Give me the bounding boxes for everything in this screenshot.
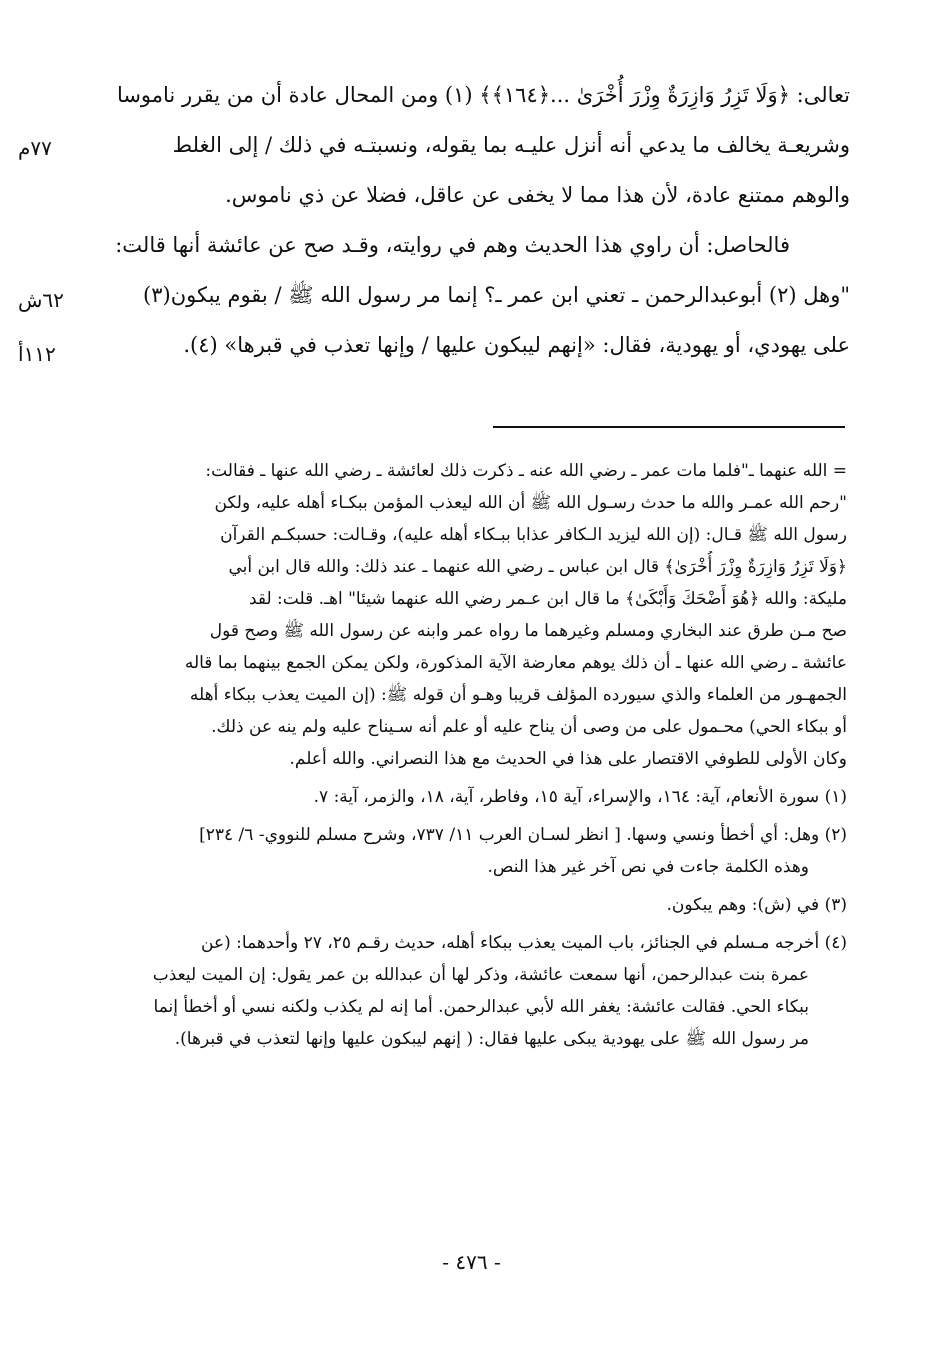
footnote-line: عائشة ـ رضي الله عنها ـ أن ذلك يوهم معارضة الآية المذكورة، ولكن يمكن الجمع بينهما بما قاله (184, 653, 847, 673)
footnote-line: وكان الأولى للطوفي الاقتصار على هذا في الحديث مع هذا النصراني. والله أعلم. (289, 749, 847, 769)
main-text-line: تعالى: ﴿وَلَا تَزِرُ وَازِرَةٌ وِزْرَ أُخْرَىٰ ...﴿١٦٤﴾﴾ (١) ومن المحال عادة أن من يقرر ناموسا (116, 83, 850, 107)
main-text-line: فالحاصل: أن راوي هذا الحديث وهم في روايته، وقـد صح عن عائشة أنها قالت: (115, 233, 790, 257)
footnote-line: (١) سورة الأنعام، آية: ١٦٤، والإسراء، آية ١٥، وفاطر، آية، ١٨، والزمر، آية: ٧. (313, 787, 847, 807)
main-text-line: وشريعـة يخالف ما يدعي أنه أنزل عليـه بما يقوله، ونسبتـه في ذلك / إلى الغلط (172, 133, 850, 157)
footnote-line: ببكاء الحي. فقالت عائشة: يغفر الله لأبي عبدالرحمن. أما إنه لم يكذب ولكنه نسي أو أخطأ إنما (153, 997, 809, 1017)
footnote-line: ﴿وَلَا تَزِرُ وَازِرَةٌ وِزْرَ أُخْرَىٰ﴾ قال ابن عباس ـ رضي الله عنهما ـ عند ذلك: والله قال ابن أبي (228, 557, 847, 577)
footnote-line: (٢) وهل: أي أخطأ ونسي وسها. [ انظر لسـان العرب ١١/ ٧٣٧، وشرح مسلم للنووي- ٦/ ٢٣٤] (199, 825, 847, 845)
footnote-2 (92, 819, 847, 883)
footnote-line: (٤) أخرجه مـسلم في الجنائز، باب الميت يعذب ببكاء أهله، حديث رقـم ٢٥، ٢٧ وأحدهما: (عن (201, 933, 847, 953)
footnote-line: صح مـن طرق عند البخاري ومسلم وغيرهما ما رواه عمر وابنه عن رسول الله ﷺ وصح قول (209, 621, 847, 641)
footnote-line: = الله عنهما ـ"فلما مات عمر ـ رضي الله عنه ـ ذكرت ذلك لعائشة ـ رضي الله عنها ـ فقالت: (205, 461, 847, 481)
main-text-line: "وهل (٢) أبوعبدالرحمن ـ تعني ابن عمر ـ؟ إنما مر رسول الله ﷺ / بقوم يبكون(٣) (143, 283, 850, 307)
footnotes-section (92, 455, 847, 1055)
margin-note-folio-77m: ٧٧م (18, 136, 52, 160)
footnote-line: عمرة بنت عبدالرحمن، أنها سمعت عائشة، وذكر لها أن عبدالله بن عمر يقول: إن الميت ليعذب (152, 965, 809, 985)
main-text-line: والوهم ممتنع عادة، لأن هذا مما لا يخفى عن عاقل، فضلا عن ذي ناموس. (225, 183, 850, 207)
footnote-4 (92, 927, 847, 1055)
main-text-line: على يهودي، أو يهودية، فقال: «إنهم ليبكون عليها / وإنها تعذب في قبرها» (٤). (183, 333, 850, 357)
page-number: - ٤٧٦ - (442, 1250, 501, 1274)
footnote-line: رسول الله ﷺ قـال: (إن الله ليزيد الـكافر عذابا ببـكاء أهله عليه)، وقـالت: حسبكـم القرآن (220, 525, 847, 545)
main-text-body (100, 70, 850, 370)
footnote-1 (92, 781, 847, 813)
footnote-line: الجمهـور من العلماء والذي سيورده المؤلف قريبا وهـو أن قوله ﷺ: (إن الميت يعذب ببكاء أهله (189, 685, 847, 705)
footnote-3 (92, 889, 847, 921)
footnote-separator (493, 426, 845, 428)
footnote-line: وهذه الكلمة جاءت في نص آخر غير هذا النص. (487, 857, 809, 877)
footnote-line: أو ببكاء الحي) محـمول على من وصى أن يناح عليه أو علم أنه سـيناح عليه ولم ينه عن ذلك. (211, 717, 847, 737)
margin-note-folio-112a: ١١٢أ (18, 342, 56, 366)
margin-note-folio-62sh: ٦٢ش (18, 288, 64, 312)
footnote-line: مر رسول الله ﷺ على يهودية يبكى عليها فقال: ( إنهم ليبكون عليها وإنها لتعذب في قبرها). (174, 1029, 809, 1049)
footnote-continuation (92, 455, 847, 775)
footnote-line: مليكة: والله ﴿هُوَ أَضْحَكَ وَأَبْكَىٰ﴾ ما قال ابن عـمر رضي الله عنهما شيئا" اهـ. قلت: لقد (248, 589, 847, 609)
footnote-line: "رحم الله عمـر والله ما حدث رسـول الله ﷺ أن الله ليعذب المؤمن ببكـاء أهله عليه، ولكن (214, 493, 847, 513)
footnote-line: (٣) في (ش): وهم يبكون. (666, 895, 847, 915)
